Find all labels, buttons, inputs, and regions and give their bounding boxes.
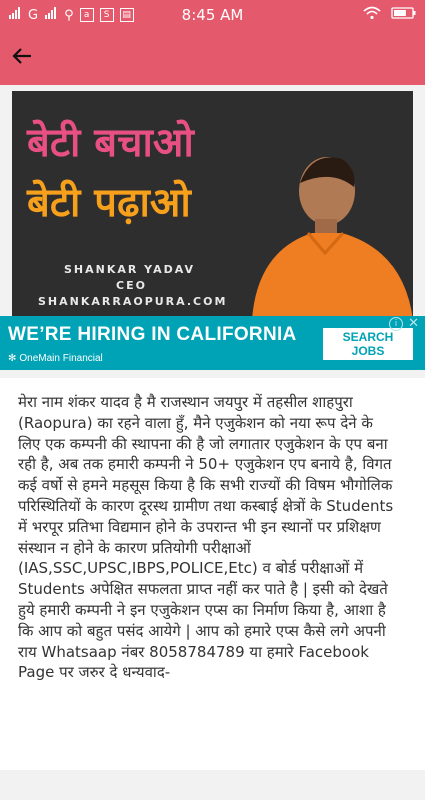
close-icon[interactable]: ✕ [408, 316, 419, 331]
banner-name: SHANKAR YADAV [64, 263, 196, 276]
s-notification-icon: S [100, 8, 114, 22]
info-icon[interactable]: i [389, 317, 403, 331]
ad-brand [8, 353, 103, 364]
app-bar [0, 30, 425, 85]
film-notification-icon: ▤ [120, 8, 134, 22]
status-time: 8:45 AM [181, 6, 244, 24]
app-notification-icon: a [80, 8, 94, 22]
search-jobs-button[interactable]: SEARCH JOBS [323, 328, 413, 360]
network-g-icon: G [28, 7, 39, 23]
wifi-icon [363, 6, 381, 24]
status-bar [0, 0, 425, 30]
banner-role: CEO [116, 279, 147, 292]
about-text: मेरा नाम शंकर यादव है मै राजस्थान जयपुर में तहसील शाहपुरा (Raopura) का रहने वाला हुँ, मैने एजुकेशन को नया रूप देने के लिए एक कम्पनी की स्थापना की है जो लगातार एजुकेशन के एप बना रही है, अब तक हमारी कम्पनी ने 50+ एजुकेशन एप बनाये है, विगत कई वर्षो से हमने महसूस किया है कि सभी राज्यों की विषम भौगोलिक परिस्थितियों के कारण दूरस्थ ग्रामीण तथा कस्बाई क्षेत्रों के Students में भरपूर प्रतिभा विद्यमान होने के उपरान्त भी इन स्थानों पर प्रशिक्षण संस्थान न होने के कारण प्रतियोगी परीक्षाओं (IAS,SSC,UPSC,IBPS,POLICE,Etc) व बोर्ड परीक्षाओं में Students अपेक्षित सफलता प्राप्त नहीं कर पाते है | इसी को देखते हुये हमारी कम्पनी ने इन एजुकेशन एप्स का निर्माण किया है, आशा है कि आप को बहुत पसंद आयेगे | आप को हमारे एप्स कैसे लगे अपनी राय Whatsaap नंबर 8058784789 या हमारे Facebook Page पर जरुर दे धन्यवाद- [18, 393, 394, 682]
arrow-back-icon [11, 45, 33, 71]
ad-banner[interactable] [0, 316, 425, 370]
banner-image [12, 91, 413, 320]
banner-line-2: बेटी पढ़ाओ [27, 180, 191, 226]
brand-logo-icon: ✻ [8, 353, 17, 364]
battery-icon [391, 6, 417, 24]
usb-icon: ⚲ [64, 7, 74, 23]
content-card [0, 378, 425, 770]
banner-website: SHANKARRAOPURA.COM [38, 295, 228, 308]
status-icons-right [363, 6, 417, 24]
ad-headline: WE’RE HIRING IN CALIFORNIA [8, 324, 297, 345]
banner-line-1: बेटी बचाओ [27, 120, 194, 166]
ad-brand-label: OneMain Financial [19, 353, 103, 364]
back-button[interactable] [6, 42, 38, 74]
